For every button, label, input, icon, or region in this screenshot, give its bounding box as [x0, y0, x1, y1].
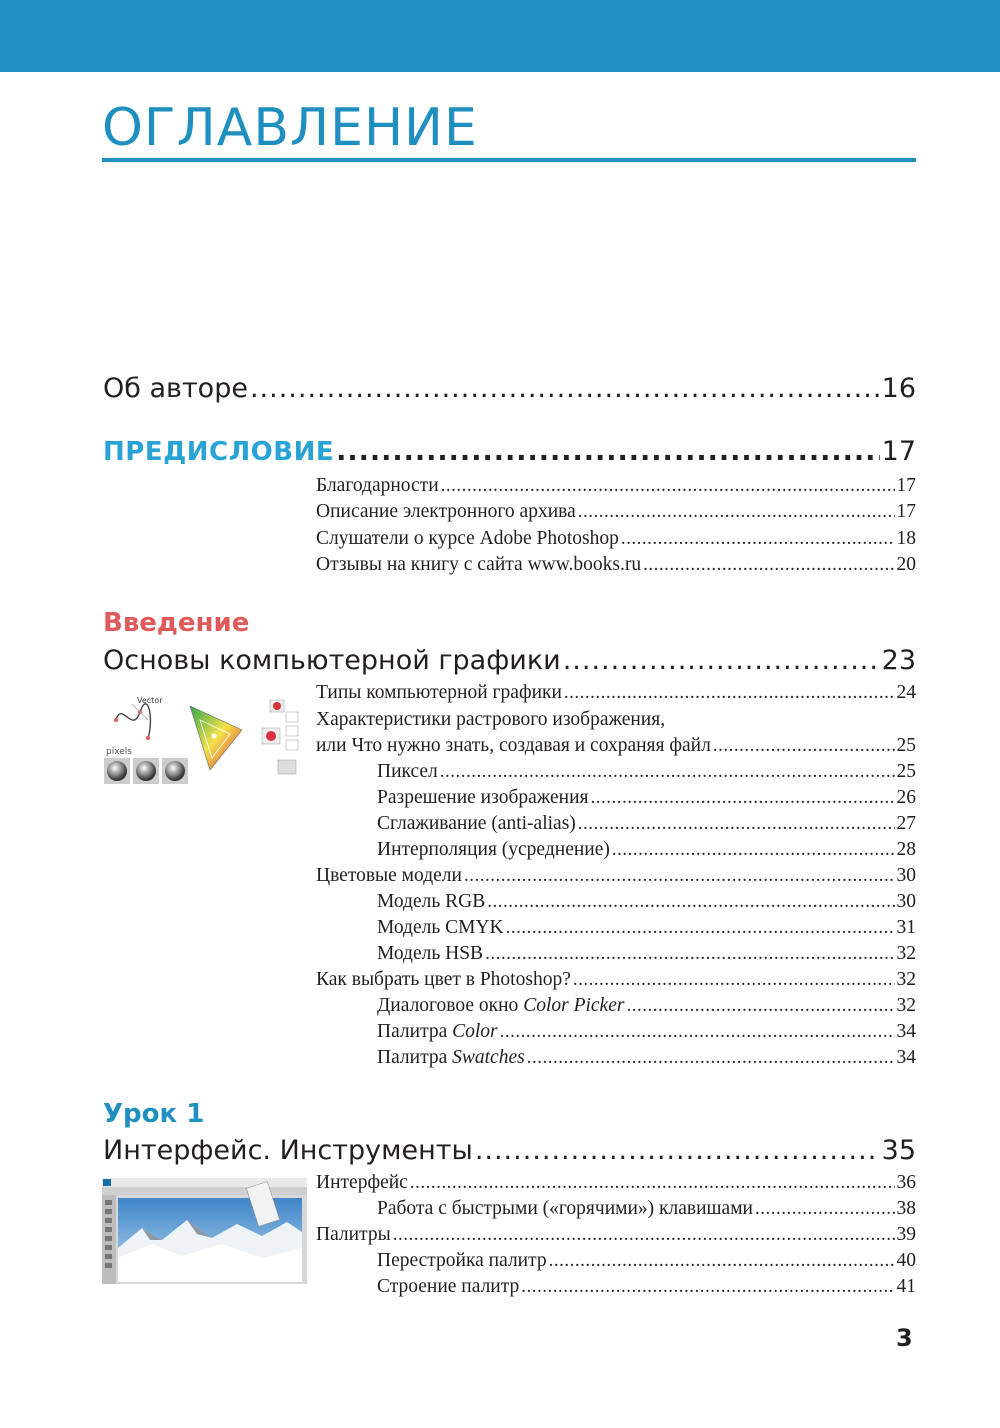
toc-entry-page: 38	[896, 1198, 916, 1219]
toc-entry-page: 27	[896, 813, 916, 834]
dot-leader	[410, 1172, 895, 1194]
toc-entry-label: Отзывы на книгу с сайта www.books.ru	[316, 554, 642, 575]
toc-entry-page: 18	[896, 528, 916, 549]
toc-subentry[interactable]	[377, 995, 916, 1017]
dot-leader	[521, 1276, 894, 1298]
dot-leader	[485, 943, 894, 965]
toc-subentry[interactable]	[377, 787, 916, 809]
lesson1-screenshot-thumbnail	[102, 1178, 307, 1284]
dot-leader	[527, 1047, 895, 1069]
toc-entry-about[interactable]	[103, 373, 916, 404]
dot-leader	[441, 475, 895, 497]
toc-subentry[interactable]	[316, 1172, 916, 1194]
dot-leader	[564, 682, 895, 704]
dot-leader	[563, 645, 880, 676]
toc-entry-page: 23	[881, 645, 916, 676]
toc-entry-label: Интерфейс. Инструменты	[103, 1135, 473, 1166]
toc-entry-label: Об авторе	[103, 373, 248, 404]
toc-entry-label: Строение палитр	[377, 1276, 520, 1297]
dot-leader	[464, 865, 895, 887]
label-plain: Диалоговое окно	[377, 995, 524, 1016]
toc-entry-label: Цветовые модели	[316, 865, 462, 886]
toc-entry-page: 30	[896, 891, 916, 912]
toc-subentry[interactable]	[377, 1250, 916, 1272]
toc-entry-label: Благодарности	[316, 475, 439, 496]
dot-leader	[643, 554, 894, 576]
dot-leader	[578, 813, 895, 835]
dot-leader	[612, 839, 895, 861]
toc-entry-page: 36	[896, 1172, 916, 1193]
graphics-types-figure	[102, 690, 302, 790]
dot-leader	[506, 917, 895, 939]
toc-subentry[interactable]	[377, 1047, 916, 1069]
toc-entry-page: 32	[896, 969, 916, 990]
toc-entry-label	[377, 995, 624, 1017]
toc-entry-page: 32	[896, 943, 916, 964]
dot-leader	[250, 373, 880, 404]
label-plain: Палитра	[377, 1021, 453, 1042]
toc-subentry[interactable]	[316, 969, 916, 991]
toc-entry-label: Пиксел	[377, 761, 438, 782]
toc-entry-page: 32	[896, 995, 916, 1016]
toc-subentry[interactable]	[316, 682, 916, 704]
toc-subentry[interactable]	[316, 735, 916, 757]
toc-subentry[interactable]	[316, 554, 916, 576]
dot-leader	[621, 528, 895, 550]
toc-entry-label: Модель HSB	[377, 943, 484, 964]
dot-leader	[713, 735, 895, 757]
section-label-intro: Введение	[103, 608, 250, 638]
top-color-band	[0, 0, 1000, 72]
toc-entry-label	[377, 1021, 498, 1043]
toc-entry-lesson1-chapter[interactable]	[103, 1135, 916, 1166]
dot-leader	[336, 436, 880, 467]
toc-entry-label: Описание электронного архива	[316, 501, 576, 522]
toc-subentry[interactable]	[377, 839, 916, 861]
label-italic: Swatches	[452, 1047, 525, 1068]
toc-entry-label: Как выбрать цвет в Photoshop?	[316, 969, 571, 990]
label-plain: Палитра	[377, 1047, 453, 1068]
page-title: ОГЛАВЛЕНИЕ	[102, 98, 478, 158]
toc-entry-label: Разрешение изображения	[377, 787, 589, 808]
toc-entry-label: Характеристики растрового изображения,	[316, 709, 666, 730]
dot-leader	[573, 969, 895, 991]
toc-entry-page: 40	[896, 1250, 916, 1271]
toc-entry-label: Работа с быстрыми («горячими») клавишами	[377, 1198, 753, 1219]
dot-leader	[626, 995, 894, 1017]
toc-entry-page: 35	[881, 1135, 916, 1166]
toc-subentry[interactable]	[377, 1198, 916, 1220]
toc-entry-page: 31	[896, 917, 916, 938]
intro-illustration	[102, 690, 302, 790]
toc-subentry[interactable]	[377, 891, 916, 913]
title-underline	[102, 158, 916, 162]
toc-entry-label: Типы компьютерной графики	[316, 682, 562, 703]
toc-entry-page: 41	[896, 1276, 916, 1297]
toc-entry-label	[377, 1047, 525, 1069]
toc-entry-label: Интерполяция (усреднение)	[377, 839, 610, 860]
toc-subentry[interactable]	[377, 813, 916, 835]
toc-subentry[interactable]	[316, 475, 916, 497]
dot-leader	[487, 891, 894, 913]
toc-entry-preface[interactable]	[103, 436, 916, 467]
toc-entry-page: 25	[896, 761, 916, 782]
toc-entry-label: Интерфейс	[316, 1172, 408, 1193]
label-italic: Color	[452, 1021, 498, 1042]
label-italic: Color Picker	[523, 995, 625, 1016]
toc-entry-label: Слушатели о курсе Adobe Photoshop	[316, 528, 619, 549]
toc-subentry[interactable]	[377, 1276, 916, 1298]
toc-entry-label: Сглаживание (anti-alias)	[377, 813, 576, 834]
toc-entry-label: Основы компьютерной графики	[103, 645, 561, 676]
toc-entry-label: Перестройка палитр	[377, 1250, 547, 1271]
toc-entry-page: 28	[896, 839, 916, 860]
dot-leader	[755, 1198, 895, 1220]
dot-leader	[549, 1250, 895, 1272]
toc-subentry[interactable]	[316, 865, 916, 887]
dot-leader	[578, 501, 895, 523]
dot-leader	[500, 1021, 895, 1043]
dot-leader	[440, 761, 895, 783]
toc-entry-intro-chapter[interactable]	[103, 645, 916, 676]
photoshop-interface-figure	[102, 1178, 307, 1284]
toc-subentry[interactable]	[316, 501, 916, 523]
vector-label: Vector	[137, 696, 163, 705]
toc-entry-page: 26	[896, 787, 916, 808]
pixels-label: pixels	[106, 747, 132, 757]
section-label-lesson1: Урок 1	[103, 1099, 205, 1129]
toc-entry-page: 24	[896, 682, 916, 703]
toc-entry-label: Модель RGB	[377, 891, 486, 912]
toc-entry-label: Модель CMYK	[377, 917, 504, 938]
toc-entry-page: 39	[896, 1224, 916, 1245]
toc-entry-page: 30	[896, 865, 916, 886]
toc-entry-label: или Что нужно знать, создавая и сохраняя файл	[316, 735, 711, 756]
toc-subentry[interactable]	[377, 1021, 916, 1043]
toc-entry-page: 34	[896, 1021, 916, 1042]
dot-leader	[591, 787, 895, 809]
toc-subentry[interactable]	[377, 943, 916, 965]
toc-entry-page: 17	[896, 501, 916, 522]
toc-subentry[interactable]	[377, 917, 916, 939]
toc-subentry[interactable]	[316, 528, 916, 550]
toc-entry-page: 25	[896, 735, 916, 756]
dot-leader	[475, 1135, 880, 1166]
toc-entry-page: 17	[881, 436, 916, 467]
toc-entry-label: ПРЕДИСЛОВИЕ	[103, 437, 335, 467]
toc-subentry[interactable]	[316, 1224, 916, 1246]
toc-entry-page: 16	[881, 373, 916, 404]
toc-entry-page: 34	[896, 1047, 916, 1068]
dot-leader	[393, 1224, 895, 1246]
toc-entry-label: Палитры	[316, 1224, 391, 1245]
toc-subentry[interactable]	[377, 761, 916, 783]
toc-entry-page: 17	[896, 475, 916, 496]
toc-entry-page: 20	[896, 554, 916, 575]
toc-subentry[interactable]	[316, 709, 916, 731]
page-number: 3	[896, 1324, 913, 1352]
